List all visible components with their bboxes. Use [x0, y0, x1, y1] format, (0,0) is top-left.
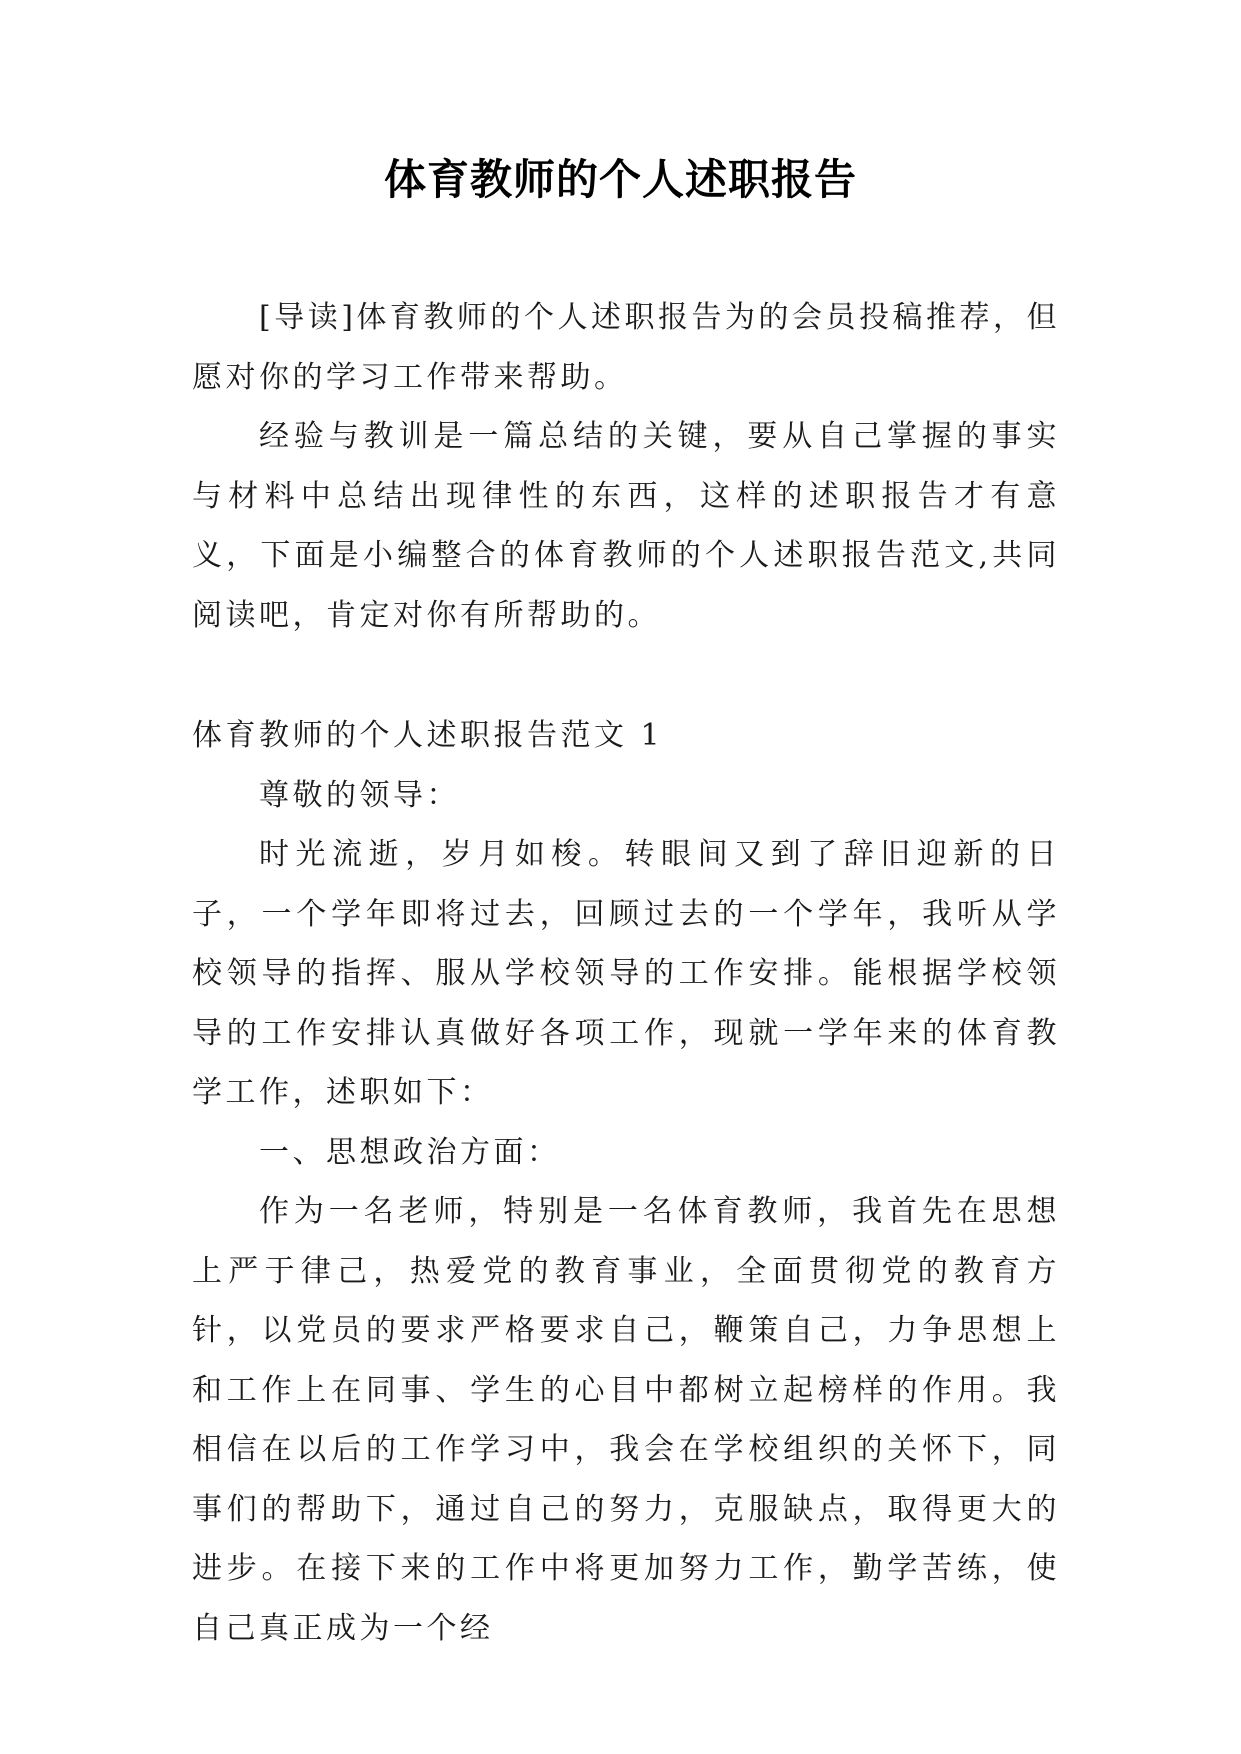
intro-lead-paragraph: [导读]体育教师的个人述职报告为的会员投稿推荐，但愿对你的学习工作带来帮助。 — [192, 300, 1060, 395]
paragraph-gap — [192, 645, 1060, 706]
sample-paragraph-2: 作为一名老师，特别是一名体育教师，我首先在思想上严于律己，热爱党的教育事业，全面贯彻党的教育方针，以党员的要求严格要求自己，鞭策自己，力争思想上和工作上在同事、学生的心目中都树立起榜样的作用。我相信在以后的工作学习中，我会在学校组织的关怀下，同事们的帮助下，通过自己的努力，克服缺点，取得更大的进步。在接下来的工作中将更加努力工作，勤学苦练，使自己真正成为一个经 — [192, 1194, 1060, 1646]
document-title: 体育教师的个人述职报告 — [383, 155, 857, 204]
sample-paragraph-1: 时光流逝，岁月如梭。转眼间又到了辞旧迎新的日子，一个学年即将过去，回顾过去的一个学年，我听从学校领导的指挥、服从学校领导的工作安排。能根据学校领导的工作安排认真做好各项工作，现就一学年来的体育教学工作，述职如下： — [192, 837, 1060, 1110]
salutation: 尊敬的领导： — [259, 777, 460, 813]
section-heading-1: 一、思想政治方面： — [259, 1134, 561, 1170]
document-body — [192, 288, 1060, 1658]
sample-heading: 体育教师的个人述职报告范文 1 — [192, 718, 664, 753]
intro-paragraph: 经验与教训是一篇总结的关键，要从自己掌握的事实与材料中总结出现律性的东西，这样的述职报告才有意义，下面是小编整合的体育教师的个人述职报告范文,共同阅读吧，肯定对你有所帮助的。 — [192, 419, 1060, 633]
